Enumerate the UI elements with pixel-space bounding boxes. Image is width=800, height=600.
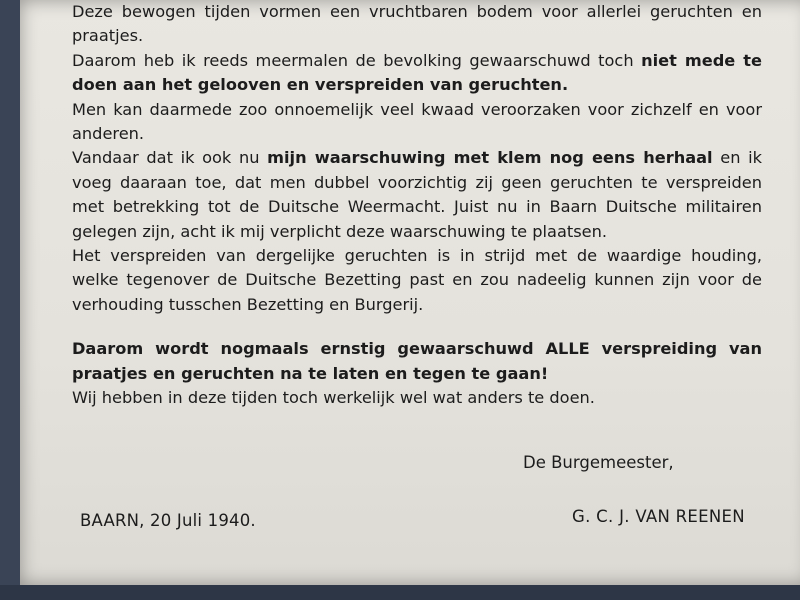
- paragraph-gewaarschuwd-text: Daarom heb ik reeds meermalen de bevolking gewaarschuwd toch: [72, 50, 642, 70]
- signature-role: De Burgemeester,: [523, 453, 674, 472]
- notice-plain: Wij hebben in deze tijden toch werkelijk wel wat anders te doen.: [72, 388, 595, 408]
- paragraph-gewaarschuwd-bold: niet mede te doen aan het gelooven en verspreiden van geruchten.: [72, 50, 762, 95]
- background-surface: [0, 585, 800, 600]
- paragraph-herhaal: [72, 146, 762, 244]
- document-body: [72, 0, 762, 411]
- paragraph-kwaad: Men kan daarmede zoo onnoemelijk veel kwaad veroorzaken voor zichzelf en voor anderen.: [72, 99, 762, 144]
- paragraph-herhaal-bold: mijn waarschuwing met klem nog eens herhaal: [267, 148, 713, 168]
- place-date: BAARN, 20 Juli 1940.: [80, 511, 256, 530]
- paragraph-bodem: Deze bewogen tijden vormen een vruchtbaren bodem voor allerlei geruchten en praatjes.: [72, 2, 762, 46]
- spacer: [72, 317, 762, 337]
- signature-name: G. C. J. VAN REENEN: [572, 507, 745, 526]
- paragraph-herhaal-rest: en ik voeg daaraan toe, dat men dubbel voorzichtig zij geen geruchten te verspreiden met betrekking tot de Duitsche Weermacht. Juist nu in Baarn Duitsche militairen gelegen zijn, acht ik mij verplicht deze waarschuwing te plaatsen.: [72, 148, 763, 241]
- paragraph-herhaal-text: Vandaar dat ik ook nu: [72, 148, 268, 168]
- paragraph-houding: Het verspreiden van dergelijke geruchten is in strijd met de waardige houding, welke tegenover de Duitsche Bezetting past en zou nadeelig kunnen zijn voor de verhouding tusschen Bezetting en Burgerij.: [72, 246, 762, 314]
- notice-bold: Daarom wordt nogmaals ernstig gewaarschuwd ALLE verspreiding van praatjes en geruchten na te laten en tegen te gaan!: [72, 339, 762, 383]
- paragraph-gewaarschuwd: [72, 49, 762, 98]
